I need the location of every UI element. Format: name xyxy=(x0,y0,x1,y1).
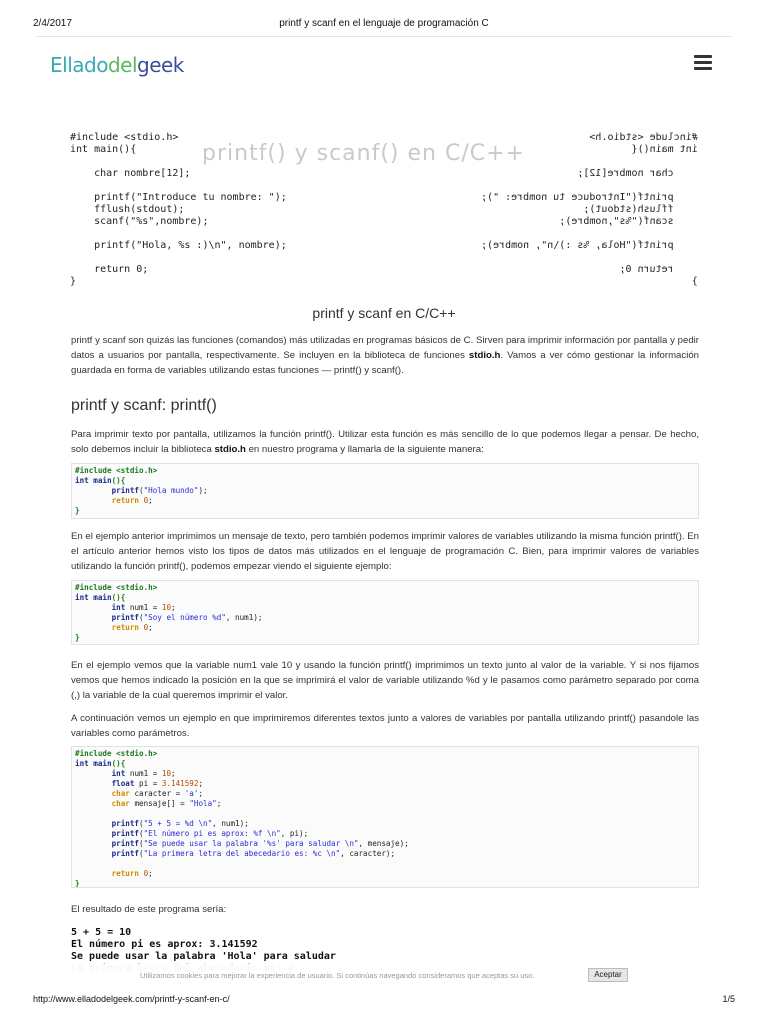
paragraph-2: En el ejemplo anterior imprimimos un mensaje de texto, pero también podemos imprimir valores de variables utilizando la misma función printf(). En el artículo anterior hemos visto los tipos de datos más utilizados en el lenguaje de programación C. Bien, para imprimir valores de variables utilizando la función printf(), podemos empezar viendo el siguiente ejemplo: xyxy=(71,531,699,572)
hero-code-mirrored: #include <stdio.h> int main(){ char nombre[12]; printf("Introduce tu nombre: "); fflush(stdout); scanf("%s",nombre); printf("Hola, %s :)\n", nombre); return 0; } xyxy=(481,132,698,287)
output-line-3: Se puede usar la palabra 'Hola' para saludar xyxy=(71,951,336,962)
hero-code-left: #include <stdio.h> int main(){ char nombre[12]; printf("Introduce tu nombre: "); fflush(stdout); scanf("%s",nombre); printf("Hola, %s :)\n", nombre); return 0; } xyxy=(70,132,287,287)
logo-part-3: geek xyxy=(137,53,184,77)
image-caption: printf y scanf en C/C++ xyxy=(312,305,456,321)
print-date: 2/4/2017 xyxy=(33,18,72,29)
cookie-banner xyxy=(0,964,768,986)
cookie-accept-button[interactable]: Aceptar xyxy=(588,968,628,982)
intro-paragraph: printf y scanf son quizás las funciones (comandos) más utilizadas en programas básicos de C. Sirven para imprimir información por pantalla y pedir datos a usuarios por pantalla, respectivamente. Se incluyen en la biblioteca de funciones stdio.h. Vamos a ver cómo gestionar la información guardada en forma de variables utilizando estas funciones — printf() y scanf(). xyxy=(71,335,699,376)
hero-image xyxy=(70,128,698,293)
paragraph-4: A continuación vemos un ejemplo en que imprimiremos diferentes textos junto a valores de variables por pantalla utilizando printf() pasandole las variables como parámetros. xyxy=(71,713,699,739)
site-logo[interactable] xyxy=(50,53,184,77)
logo-part-1: Ellado xyxy=(50,53,108,77)
hero-overlay-title: printf() y scanf() en C/C++ xyxy=(202,141,525,166)
output-line-1: 5 + 5 = 10 xyxy=(71,927,132,938)
code-block-2: #include <stdio.h> int main(){ int num1 = 10; printf("Soy el número %d", num1); return 0; } xyxy=(71,580,699,645)
code-block-1: #include <stdio.h> int main(){ printf("Hola mundo"); return 0; } xyxy=(71,463,699,519)
paragraph-1: Para imprimir texto por pantalla, utilizamos la función printf(). Utilizar esta función es más sencillo de lo que podemos llegar a pensar. De hecho, solo debemos incluir la biblioteca stdio.h en nuestro programa y llamarla de la siguiente manera: xyxy=(71,429,699,455)
print-header xyxy=(0,0,768,34)
print-url[interactable]: http://www.elladodelgeek.com/printf-y-scanf-en-c/ xyxy=(33,994,230,1004)
site-header xyxy=(36,36,732,96)
paragraph-5: El resultado de este programa sería: xyxy=(71,904,227,915)
print-page-number: 1/5 xyxy=(722,994,735,1004)
hamburger-icon[interactable] xyxy=(694,55,712,71)
section-heading: printf y scanf: printf() xyxy=(71,397,217,414)
cookie-message: Utilizamos cookies para mejorar la experiencia de usuario. Si continúas navegando consideramos que aceptas su uso. xyxy=(140,971,535,980)
output-line-2: El número pi es aprox: 3.141592 xyxy=(71,939,258,950)
paragraph-3: En el ejemplo vemos que la variable num1 vale 10 y usando la función printf() imprimimos un texto junto al valor de la variable. Y si nos fijamos vemos que hemos indicado la posición en la que se imprimirá el valor de variable utilizando %d y le pasamos como parámetro separado por coma (,) la variable de la cual queremos imprimir el valor. xyxy=(71,660,699,701)
print-title: printf y scanf en el lenguaje de programación C xyxy=(279,18,489,29)
logo-part-2: del xyxy=(107,53,137,77)
code-block-3: #include <stdio.h> int main(){ int num1 = 10; float pi = 3.141592; char caracter = 'a'; char mensaje[] = "Hola"; printf("5 + 5 = %d \n", num1); printf("El número pi es aprox: %f \n", pi); printf("Se puede usar la palabra '%s' para saludar \n", mensaje); printf("La primera letra del abecedario es: %c \n", caracter); return 0; } xyxy=(71,746,699,888)
